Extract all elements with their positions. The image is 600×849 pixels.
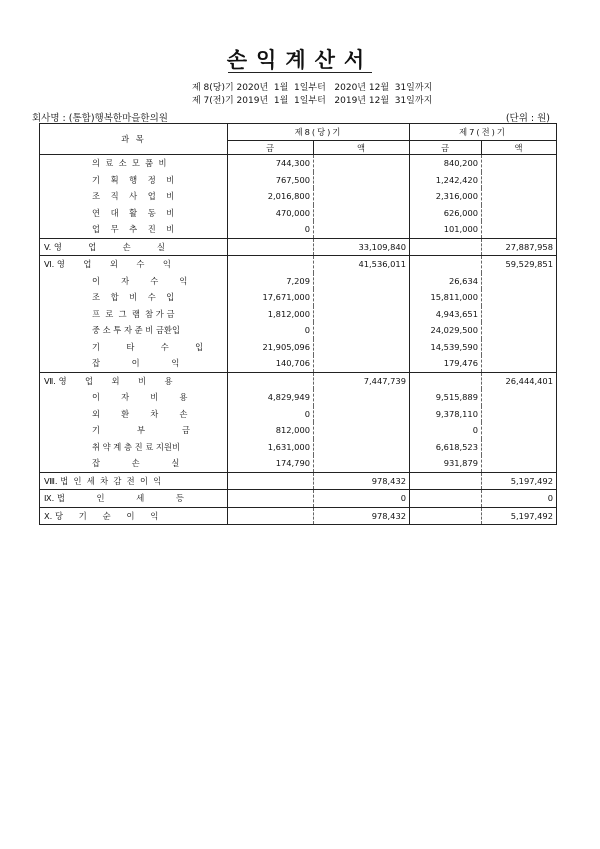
previous-detail-amount — [410, 472, 482, 490]
table-row — [40, 322, 557, 339]
company-name: 회사명 : (통합)행복한마을한의원 — [32, 113, 168, 124]
previous-total-amount — [482, 455, 557, 472]
current-total-amount — [314, 306, 410, 323]
account-name: 잡 이 익 — [40, 355, 228, 372]
current-total-amount — [314, 422, 410, 439]
account-name: 의 료 소 모 품 비 — [40, 155, 228, 172]
account-name: Ⅹ. 당 기 순 이 익 — [40, 507, 228, 525]
table-row — [40, 289, 557, 306]
current-detail-amount: 812,000 — [228, 422, 314, 439]
previous-total-amount — [482, 389, 557, 406]
account-name: 조 직 사 업 비 — [40, 188, 228, 205]
current-detail-amount: 7,209 — [228, 273, 314, 290]
current-detail-amount: 1,631,000 — [228, 439, 314, 456]
previous-total-amount — [482, 273, 557, 290]
previous-total-amount — [482, 155, 557, 172]
previous-total-amount: 0 — [482, 490, 557, 508]
previous-total-amount: 26,444,401 — [482, 372, 557, 389]
account-name: Ⅶ. 영 업 외 비 용 — [40, 372, 228, 389]
table-row — [40, 372, 557, 389]
current-detail-amount — [228, 238, 314, 256]
title-underline — [228, 72, 372, 73]
previous-total-amount — [482, 172, 557, 189]
account-name: 프 로 그 램 참 가 금 — [40, 306, 228, 323]
current-detail-amount: 0 — [228, 322, 314, 339]
account-name: 취 약 계 층 진 료 지원비 — [40, 439, 228, 456]
current-detail-amount: 1,812,000 — [228, 306, 314, 323]
account-name: 이 자 수 익 — [40, 273, 228, 290]
current-detail-amount — [228, 256, 314, 273]
current-total-amount — [314, 221, 410, 238]
current-detail-amount: 0 — [228, 406, 314, 423]
document-title: 손익계산서 — [226, 48, 374, 72]
previous-detail-amount: 931,879 — [410, 455, 482, 472]
previous-total-amount — [482, 406, 557, 423]
previous-total-amount — [482, 355, 557, 372]
current-total-amount — [314, 205, 410, 222]
current-detail-amount — [228, 372, 314, 389]
previous-detail-amount: 24,029,500 — [410, 322, 482, 339]
previous-detail-amount: 9,515,889 — [410, 389, 482, 406]
current-total-amount: 0 — [314, 490, 410, 508]
table-row — [40, 355, 557, 372]
table-row — [40, 205, 557, 222]
statement-rows — [40, 155, 557, 525]
previous-total-amount: 27,887,958 — [482, 238, 557, 256]
current-detail-amount — [228, 472, 314, 490]
table-row — [40, 172, 557, 189]
table-row — [40, 490, 557, 508]
previous-total-amount — [482, 322, 557, 339]
current-detail-amount: 174,790 — [228, 455, 314, 472]
current-total-amount — [314, 172, 410, 189]
table-row — [40, 221, 557, 238]
previous-detail-amount — [410, 238, 482, 256]
previous-total-amount — [482, 339, 557, 356]
current-total-amount — [314, 389, 410, 406]
current-detail-amount: 17,671,000 — [228, 289, 314, 306]
header-account: 과 목 — [40, 124, 228, 155]
current-total-amount — [314, 289, 410, 306]
table-row — [40, 507, 557, 525]
table-row — [40, 306, 557, 323]
current-total-amount — [314, 455, 410, 472]
current-detail-amount: 21,905,096 — [228, 339, 314, 356]
table-row — [40, 155, 557, 172]
current-total-amount — [314, 155, 410, 172]
current-total-amount — [314, 188, 410, 205]
current-detail-amount: 140,706 — [228, 355, 314, 372]
current-detail-amount — [228, 490, 314, 508]
previous-total-amount — [482, 439, 557, 456]
current-total-amount — [314, 322, 410, 339]
table-row — [40, 406, 557, 423]
account-name: 기 타 수 입 — [40, 339, 228, 356]
previous-total-amount — [482, 188, 557, 205]
account-name: Ⅸ. 법 인 세 등 — [40, 490, 228, 508]
table-row — [40, 188, 557, 205]
current-detail-amount: 767,500 — [228, 172, 314, 189]
current-total-amount — [314, 273, 410, 290]
previous-total-amount — [482, 221, 557, 238]
previous-detail-amount: 101,000 — [410, 221, 482, 238]
previous-detail-amount: 6,618,523 — [410, 439, 482, 456]
table-row — [40, 389, 557, 406]
current-total-amount: 978,432 — [314, 507, 410, 525]
previous-detail-amount: 840,200 — [410, 155, 482, 172]
table-row — [40, 439, 557, 456]
previous-total-amount: 5,197,492 — [482, 472, 557, 490]
current-total-amount — [314, 339, 410, 356]
header-previous-period: 제7(전)기 — [410, 124, 557, 141]
previous-detail-amount: 0 — [410, 422, 482, 439]
account-name: Ⅷ. 법 인 세 차 감 전 이 익 — [40, 472, 228, 490]
current-total-amount — [314, 355, 410, 372]
account-name: 조 합 비 수 입 — [40, 289, 228, 306]
previous-detail-amount: 9,378,110 — [410, 406, 482, 423]
previous-detail-amount: 15,811,000 — [410, 289, 482, 306]
previous-total-amount — [482, 306, 557, 323]
current-detail-amount — [228, 507, 314, 525]
current-detail-amount: 0 — [228, 221, 314, 238]
current-detail-amount: 470,000 — [228, 205, 314, 222]
previous-total-amount — [482, 422, 557, 439]
previous-detail-amount: 14,539,590 — [410, 339, 482, 356]
previous-total-amount: 5,197,492 — [482, 507, 557, 525]
account-name: 중 소 투 자 준 비 금환입 — [40, 322, 228, 339]
current-total-amount — [314, 439, 410, 456]
previous-total-amount — [482, 205, 557, 222]
table-row — [40, 455, 557, 472]
previous-total-amount: 59,529,851 — [482, 256, 557, 273]
current-total-amount: 7,447,739 — [314, 372, 410, 389]
account-name: 업 무 추 진 비 — [40, 221, 228, 238]
account-name: 연 대 활 동 비 — [40, 205, 228, 222]
table-row — [40, 472, 557, 490]
current-total-amount: 41,536,011 — [314, 256, 410, 273]
period-previous: 제 7(전)기 2019년 1월 1일부터 2019년 12월 31일까지 — [192, 96, 433, 106]
account-name: Ⅵ. 영 업 외 수 익 — [40, 256, 228, 273]
account-name: 이 자 비 용 — [40, 389, 228, 406]
table-row — [40, 273, 557, 290]
previous-detail-amount — [410, 507, 482, 525]
current-total-amount: 978,432 — [314, 472, 410, 490]
unit-label: (단위 : 원) — [505, 113, 550, 124]
previous-total-amount — [482, 289, 557, 306]
previous-detail-amount: 26,634 — [410, 273, 482, 290]
account-name: 잡 손 실 — [40, 455, 228, 472]
table-row — [40, 256, 557, 273]
header-current-amount-1: 금 — [228, 141, 314, 155]
current-total-amount: 33,109,840 — [314, 238, 410, 256]
table-row — [40, 422, 557, 439]
income-statement-table — [39, 123, 557, 525]
current-total-amount — [314, 406, 410, 423]
previous-detail-amount: 179,476 — [410, 355, 482, 372]
previous-detail-amount: 626,000 — [410, 205, 482, 222]
previous-detail-amount: 1,242,420 — [410, 172, 482, 189]
header-previous-amount-2: 액 — [482, 141, 557, 155]
account-name: 외 환 차 손 — [40, 406, 228, 423]
account-name: V. 영 업 손 실 — [40, 238, 228, 256]
account-name: 기 획 행 정 비 — [40, 172, 228, 189]
previous-detail-amount — [410, 256, 482, 273]
header-current-amount-2: 액 — [314, 141, 410, 155]
account-name: 기 부 금 — [40, 422, 228, 439]
table-row — [40, 238, 557, 256]
previous-detail-amount: 2,316,000 — [410, 188, 482, 205]
current-detail-amount: 2,016,800 — [228, 188, 314, 205]
table-row — [40, 339, 557, 356]
previous-detail-amount: 4,943,651 — [410, 306, 482, 323]
previous-detail-amount — [410, 490, 482, 508]
current-detail-amount: 4,829,949 — [228, 389, 314, 406]
header-previous-amount-1: 금 — [410, 141, 482, 155]
header-current-period: 제8(당)기 — [228, 124, 410, 141]
period-current: 제 8(당)기 2020년 1월 1일부터 2020년 12월 31일까지 — [192, 83, 433, 93]
current-detail-amount: 744,300 — [228, 155, 314, 172]
previous-detail-amount — [410, 372, 482, 389]
